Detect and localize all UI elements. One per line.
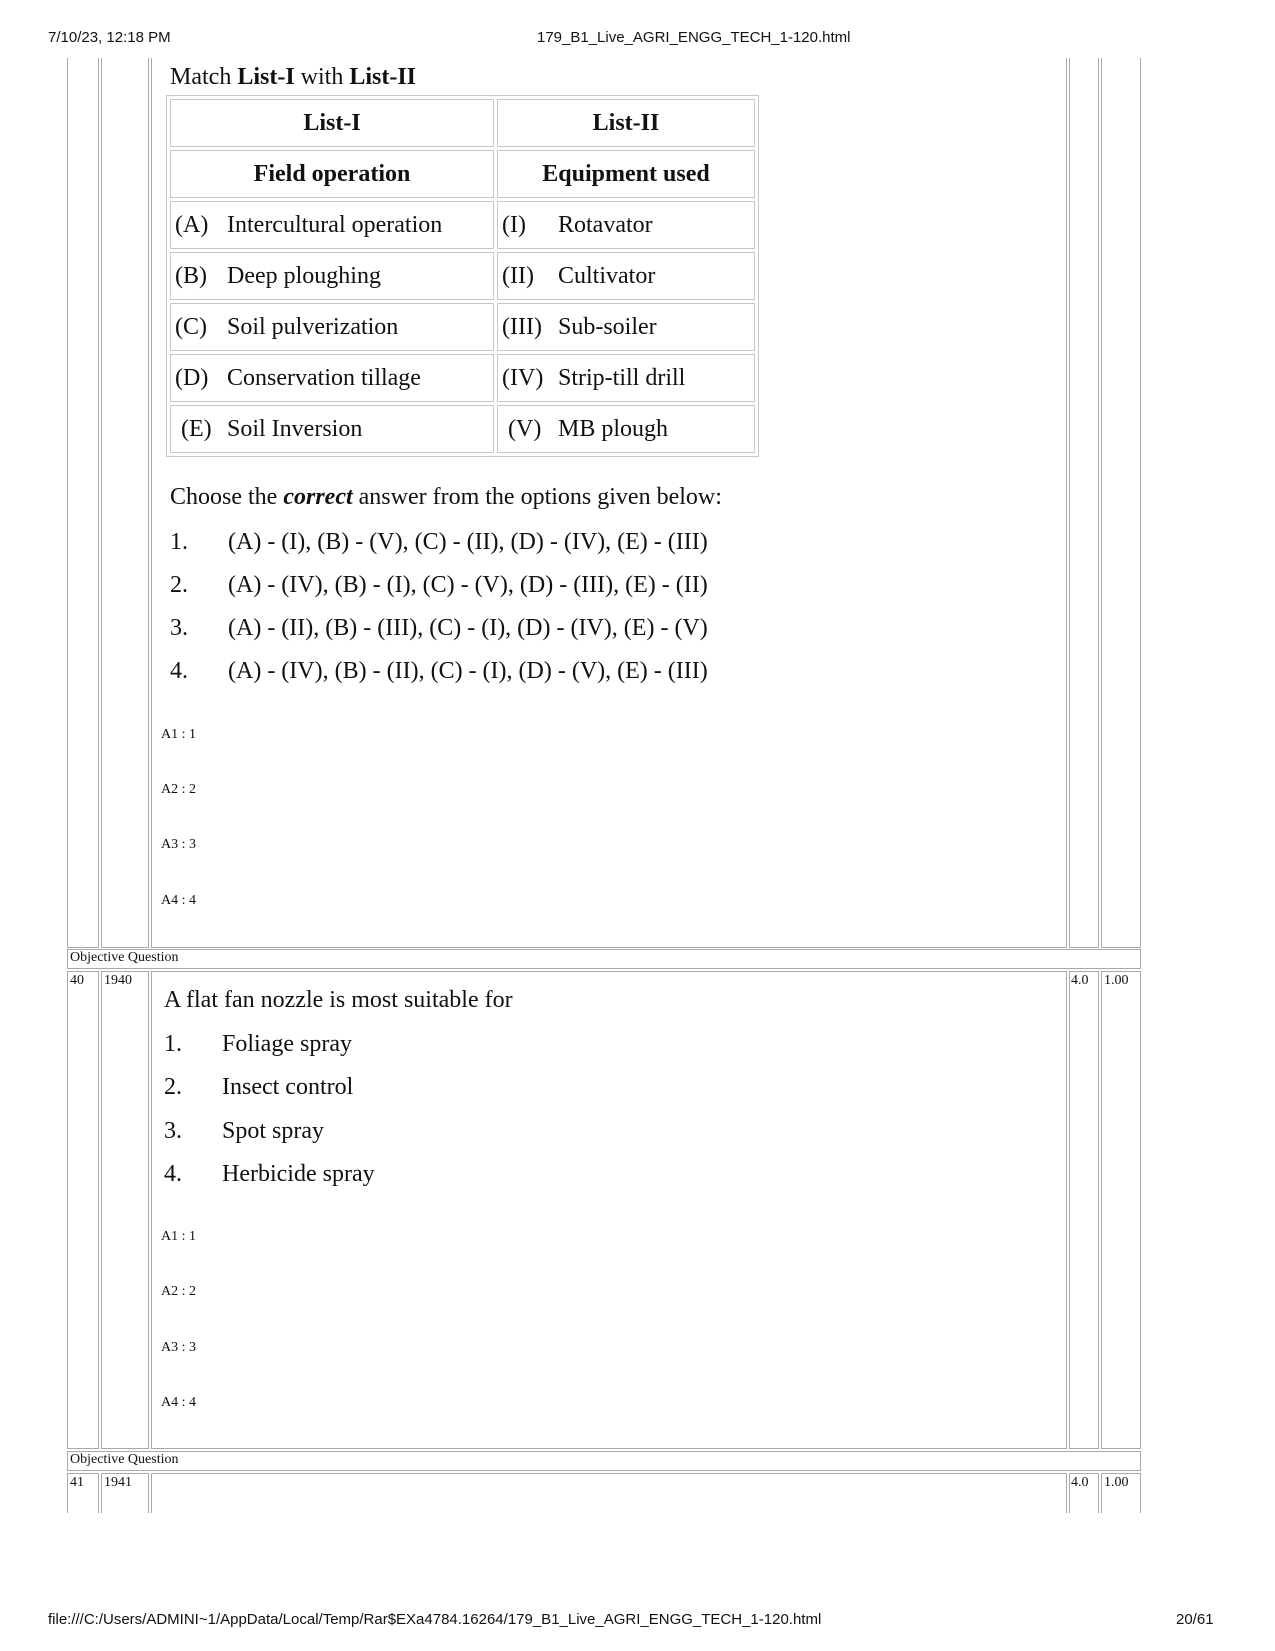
q39-intro: Match List-I with List-II (170, 64, 417, 90)
section-label-row (67, 1451, 1141, 1471)
match-table (166, 95, 759, 457)
page-number: 20/61 (1176, 1611, 1214, 1628)
q40-answer-3: A3 : 3 (161, 1340, 196, 1355)
q39-instruction: Choose the correct answer from the options given below: (170, 484, 722, 510)
list1-item: (C) Soil pulverization (170, 303, 494, 351)
list1-item: (B) Deep ploughing (170, 252, 494, 300)
list2-header: List-II (497, 99, 755, 147)
question-marks: 4.0 (1071, 1475, 1089, 1490)
question-negative-marks: 1.00 (1104, 973, 1129, 988)
q40-neg-cell (1101, 971, 1141, 1449)
list2-item: (I) Rotavator (497, 201, 755, 249)
section-label: Objective Question (70, 950, 179, 965)
q39-answer-1: A1 : 1 (161, 727, 196, 742)
q39-num-cell (67, 58, 99, 948)
list1-header: List-I (170, 99, 494, 147)
section-label: Objective Question (70, 1452, 179, 1467)
q40-id-cell (101, 971, 149, 1449)
q39-answer-3: A3 : 3 (161, 837, 196, 852)
print-title: 179_B1_Live_AGRI_ENGG_TECH_1-120.html (537, 29, 851, 46)
q39-answer-2: A2 : 2 (161, 782, 196, 797)
q40-option-3: 3. Spot spray (164, 1118, 324, 1144)
q39-id-cell (101, 58, 149, 948)
list2-item: (V) MB plough (497, 405, 755, 453)
q40-num-cell (67, 971, 99, 1449)
q40-question-text: A flat fan nozzle is most suitable for (164, 987, 513, 1013)
list2-subheader: Equipment used (497, 150, 755, 198)
section-label-row (67, 949, 1141, 969)
list2-item: (III) Sub-soiler (497, 303, 755, 351)
list1-item: (E) Soil Inversion (170, 405, 494, 453)
q39-marks-cell (1069, 58, 1099, 948)
q40-answer-2: A2 : 2 (161, 1284, 196, 1299)
question-number: 41 (70, 1475, 84, 1490)
list1-item: (A) Intercultural operation (170, 201, 494, 249)
q39-neg-cell (1101, 58, 1141, 948)
q39-option-2: 2. (A) - (IV), (B) - (I), (C) - (V), (D) - (III), (E) - (II) (170, 572, 708, 598)
q40-option-2: 2. Insect control (164, 1074, 354, 1100)
question-id: 1940 (104, 973, 132, 988)
question-marks: 4.0 (1071, 973, 1089, 988)
list1-subheader: Field operation (170, 150, 494, 198)
list2-item: (IV) Strip-till drill (497, 354, 755, 402)
print-datetime: 7/10/23, 12:18 PM (48, 29, 171, 46)
q39-option-3: 3. (A) - (II), (B) - (III), (C) - (I), (D) - (IV), (E) - (V) (170, 615, 708, 641)
q39-option-1: 1. (A) - (I), (B) - (V), (C) - (II), (D) - (IV), (E) - (III) (170, 529, 708, 555)
q39-answer-4: A4 : 4 (161, 893, 196, 908)
question-number: 40 (70, 973, 84, 988)
q40-option-4: 4. Herbicide spray (164, 1161, 375, 1187)
question-id: 1941 (104, 1475, 132, 1490)
list1-item: (D) Conservation tillage (170, 354, 494, 402)
q40-option-1: 1. Foliage spray (164, 1031, 352, 1057)
q41-content-cell (151, 1473, 1067, 1513)
file-path: file:///C:/Users/ADMINI~1/AppData/Local/Temp/Rar$EXa4784.16264/179_B1_Live_AGRI_ENGG_TECH_1-120.html (48, 1611, 822, 1628)
list2-item: (II) Cultivator (497, 252, 755, 300)
q40-answer-4: A4 : 4 (161, 1395, 196, 1410)
q39-option-4: 4. (A) - (IV), (B) - (II), (C) - (I), (D) - (V), (E) - (III) (170, 658, 708, 684)
question-negative-marks: 1.00 (1104, 1475, 1129, 1490)
q40-marks-cell (1069, 971, 1099, 1449)
q40-answer-1: A1 : 1 (161, 1229, 196, 1244)
